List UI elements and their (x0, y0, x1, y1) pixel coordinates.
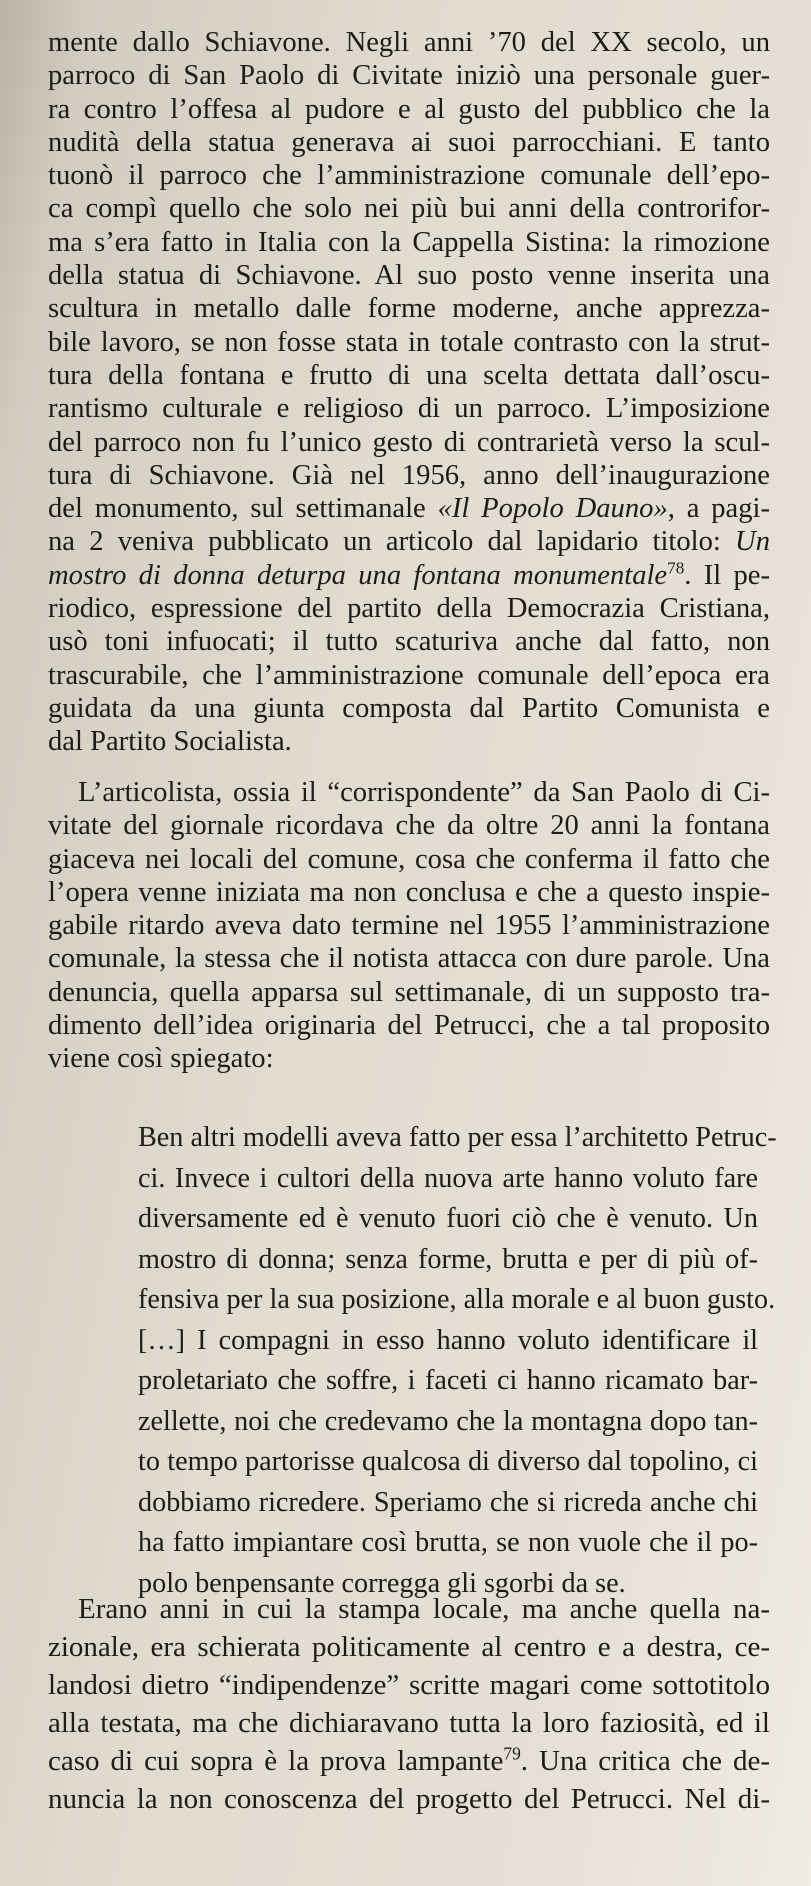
text-line: dal Partito Socialista. (48, 726, 292, 758)
text-line (48, 559, 770, 592)
text-line: mente dallo Schiavone. Negli anni ’70 del XX secolo, un (48, 27, 770, 58)
quote-line: zellette, noi che credevamo che la montagna dopo tan- (138, 1405, 758, 1437)
text-line: tura di Schiavone. Già nel 1956, anno dell’inaugurazione (48, 459, 770, 491)
quote-line: Ben altri modelli aveva fatto per essa l’architetto Petruc- (138, 1122, 777, 1153)
text-line: della statua di Schiavone. Al suo posto venne inserita una (48, 260, 770, 292)
text-fragment: , a pagi- (667, 493, 771, 525)
paragraph-3 (48, 1590, 770, 1818)
paragraph-2 (48, 776, 770, 1076)
quote-line: ci. Invece i cultori della nuova arte hanno voluto fare (138, 1162, 758, 1194)
text-fragment: . Il pe- (684, 559, 770, 591)
quote-line: […] I compagni in esso hanno voluto identificare il (138, 1324, 758, 1356)
text-fragment: del monumento, sul settimanale (48, 493, 438, 525)
newspaper-name: «Il Popolo Dauno» (437, 493, 668, 525)
text-line: ma s’era fatto in Italia con la Cappella Sistina: la rimozione (48, 226, 770, 258)
text-line: tura della fontana e frutto di una scelta dettata dall’oscu- (48, 359, 770, 391)
text-line: viene così spiegato: (48, 1043, 274, 1075)
text-line: guidata da una giunta composta dal Partito Comunista e (48, 692, 770, 724)
text-line: landosi dietro “indipendenze” scritte magari come sottotitolo (48, 1669, 770, 1701)
text-line: ra contro l’offesa al pudore e al gusto del pubblico che la (48, 93, 770, 125)
footnote-ref: 78 (667, 558, 685, 578)
text-fragment: na 2 veniva pubblicato un articolo dal lapidario titolo: (48, 526, 736, 558)
quote-line: to tempo partorisse qualcosa di diverso dal topolino, ci (138, 1446, 758, 1477)
article-title: Un (735, 526, 770, 558)
quote-line: mostro di donna; senza forme, brutta e per di più of- (138, 1243, 758, 1275)
text-line: trascurabile, che l’amministrazione comunale dell’epoca era (48, 659, 770, 691)
quote-line: proletariato che soffre, i faceti ci hanno ricamato bar- (138, 1365, 758, 1396)
text-line: zionale, era schierata politicamente al centro e a destra, ce- (48, 1631, 770, 1663)
block-quote (138, 1118, 777, 1604)
text-fragment: caso di cui sopra è la prova lampante (48, 1745, 504, 1777)
text-line: nuncia la non conoscenza del progetto del Petrucci. Nel di- (48, 1783, 770, 1815)
text-line: gabile ritardo aveva dato termine nel 1955 l’amministrazione (48, 910, 770, 942)
text-line: del parroco non fu l’unico gesto di contrarietà verso la scul- (48, 426, 770, 458)
quote-line: polo benpensante corregga gli sgorbi da se. (138, 1567, 626, 1599)
quote-line: diversamente ed è venuto fuori ciò che è venuto. Un (138, 1203, 758, 1234)
article-title: mostro di donna deturpa una fontana monumentale (48, 559, 668, 591)
quote-line: ha fatto impiantare così brutta, se non vuole che il po- (138, 1527, 758, 1558)
footnote-ref: 79 (503, 1743, 521, 1764)
text-line: rantismo culturale e religioso di un parroco. L’imposizione (48, 393, 770, 425)
text-line (48, 492, 770, 525)
text-line: parroco di San Paolo di Civitate iniziò una personale guer- (48, 60, 770, 92)
text-line: L’articolista, ossia il “corrispondente” da San Paolo di Ci- (78, 777, 770, 808)
text-line: comunale, la stessa che il notista attacca con dure parole. Una (48, 943, 770, 975)
text-line: vitate del giornale ricordava che da oltre 20 anni la fontana (48, 810, 770, 842)
text-line: riodico, espressione del partito della Democrazia Cristiana, (48, 593, 770, 625)
text-line: alla testata, ma che dichiaravano tutta la loro faziosità, ed il (48, 1707, 770, 1739)
quote-line: dobbiamo ricredere. Speriamo che si ricreda anche chi (138, 1486, 758, 1518)
text-line (48, 1742, 770, 1780)
quote-line: fensiva per la sua posizione, alla morale e al buon gusto. (138, 1284, 776, 1315)
text-line (48, 525, 770, 558)
text-line: Erano anni in cui la stampa locale, ma anche quella na- (78, 1593, 770, 1625)
text-line: giaceva nei locali del comune, cosa che conferma il fatto che (48, 843, 770, 875)
text-fragment: . Una critica che de- (520, 1745, 770, 1777)
text-line: tuonò il parroco che l’amministrazione comunale dell’epo- (48, 160, 770, 192)
text-line: scultura in metallo dalle forme moderne, anche apprezza- (48, 293, 770, 325)
text-line: denuncia, quella apparsa sul settimanale, di un supposto tra- (48, 976, 770, 1008)
text-line: bile lavoro, se non fosse stata in totale contrasto con la strut- (48, 326, 770, 358)
text-line: nudità della statua generava ai suoi parrocchiani. E tanto (48, 126, 770, 158)
text-line: usò toni infuocati; il tutto scaturiva anche dal fatto, non (48, 626, 770, 658)
text-line: l’opera venne iniziata ma non conclusa e che a questo inspie- (48, 876, 770, 908)
text-line: dimento dell’idea originaria del Petrucci, che a tal proposito (48, 1010, 770, 1042)
text-line: ca compì quello che solo nei più bui anni della controrifor- (48, 193, 770, 225)
paragraph-1 (48, 26, 770, 759)
